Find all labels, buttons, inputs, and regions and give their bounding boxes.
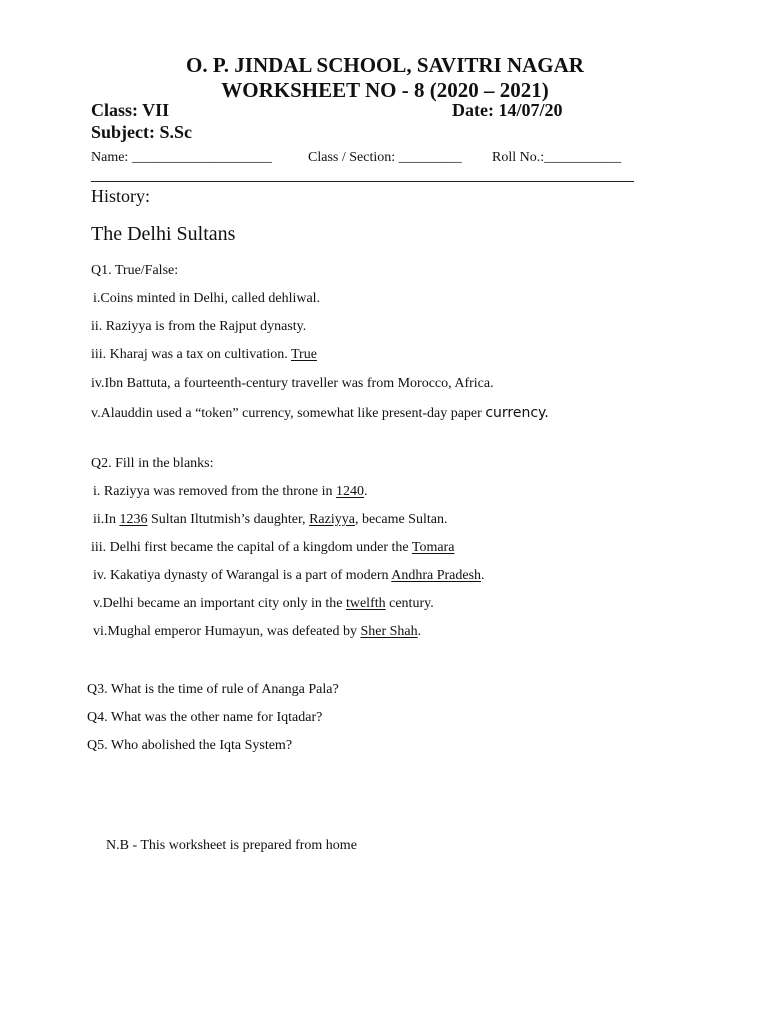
q2-item-vi — [93, 624, 421, 640]
q2-title: Q2. Fill in the blanks: — [91, 456, 214, 471]
q1-item-i: i.Coins minted in Delhi, called dehliwal. — [93, 291, 321, 306]
q2-iii-answer: Tomara — [411, 540, 455, 555]
q1-v-tail: currency. — [485, 405, 549, 421]
chapter-title: The Delhi Sultans — [91, 223, 236, 245]
q2-item-iv — [93, 568, 485, 584]
q2-ii-text-b: Sultan Iltutmish’s daughter, — [147, 512, 310, 527]
name-field: Name: ____________________ — [91, 150, 272, 165]
roll-no-field: Roll No.:___________ — [492, 150, 622, 165]
footer-note: N.B - This worksheet is prepared from home — [106, 838, 357, 853]
q2-vi-answer: Sher Shah — [360, 624, 418, 639]
class-label: Class: VII — [91, 100, 170, 120]
subject-label: Subject: S.Sc — [91, 122, 193, 142]
q1-iii-answer: True — [290, 347, 317, 362]
q1-item-v — [91, 405, 549, 422]
school-title: O. P. JINDAL SCHOOL, SAVITRI NAGAR — [186, 53, 584, 77]
q1-item-iii — [91, 347, 317, 363]
q1-title: Q1. True/False: — [91, 263, 179, 278]
q2-ii-text-c: , became Sultan. — [354, 512, 448, 527]
worksheet-title: WORKSHEET NO - 8 (2020 – 2021) — [221, 78, 549, 102]
q2-v-text-a: v.Delhi became an important city only in the — [93, 596, 346, 611]
q1-item-iv: iv.Ibn Battuta, a fourteenth-century traveller was from Morocco, Africa. — [91, 376, 494, 391]
q1-item-ii: ii. Raziyya is from the Rajput dynasty. — [91, 319, 307, 334]
q2-iv-end: . — [481, 568, 485, 583]
q3: Q3. What is the time of rule of Ananga Pala? — [87, 682, 339, 697]
q2-iv-text: iv. Kakatiya dynasty of Warangal is a part of modern — [93, 568, 392, 583]
section-heading: History: — [91, 186, 151, 206]
q2-vi-end: . — [417, 624, 422, 639]
q1-iii-text: iii. Kharaj was a tax on cultivation. — [91, 347, 291, 362]
q5: Q5. Who abolished the Iqta System? — [87, 738, 293, 753]
q2-v-answer: twelfth — [345, 596, 386, 611]
q2-iii-text: iii. Delhi first became the capital of a kingdom under the — [91, 540, 412, 555]
q2-ii-answer-1: 1236 — [119, 512, 148, 527]
date-label: Date: 14/07/20 — [452, 100, 563, 120]
q2-item-v — [93, 596, 434, 612]
class-section-field: Class / Section: _________ — [308, 150, 462, 165]
q2-v-text-b: century. — [385, 596, 434, 611]
q4: Q4. What was the other name for Iqtadar? — [87, 710, 323, 725]
q2-ii-answer-2: Raziyya — [309, 512, 355, 527]
q2-iv-answer: Andhra Pradesh — [391, 568, 482, 583]
divider — [91, 181, 634, 182]
q2-i-end: . — [363, 484, 368, 499]
q2-i-answer: 1240 — [335, 484, 364, 499]
q1-v-text: v.Alauddin used a “token” currency, somewhat like present-day paper — [91, 406, 486, 421]
q2-i-text: i. Raziyya was removed from the throne in — [93, 484, 336, 499]
q2-item-iii — [91, 540, 454, 556]
q2-item-i — [93, 484, 367, 500]
q2-item-ii — [93, 512, 447, 528]
q2-vi-text: vi.Mughal emperor Humayun, was defeated by — [93, 624, 361, 639]
q2-ii-text-a: ii.In — [93, 512, 120, 527]
